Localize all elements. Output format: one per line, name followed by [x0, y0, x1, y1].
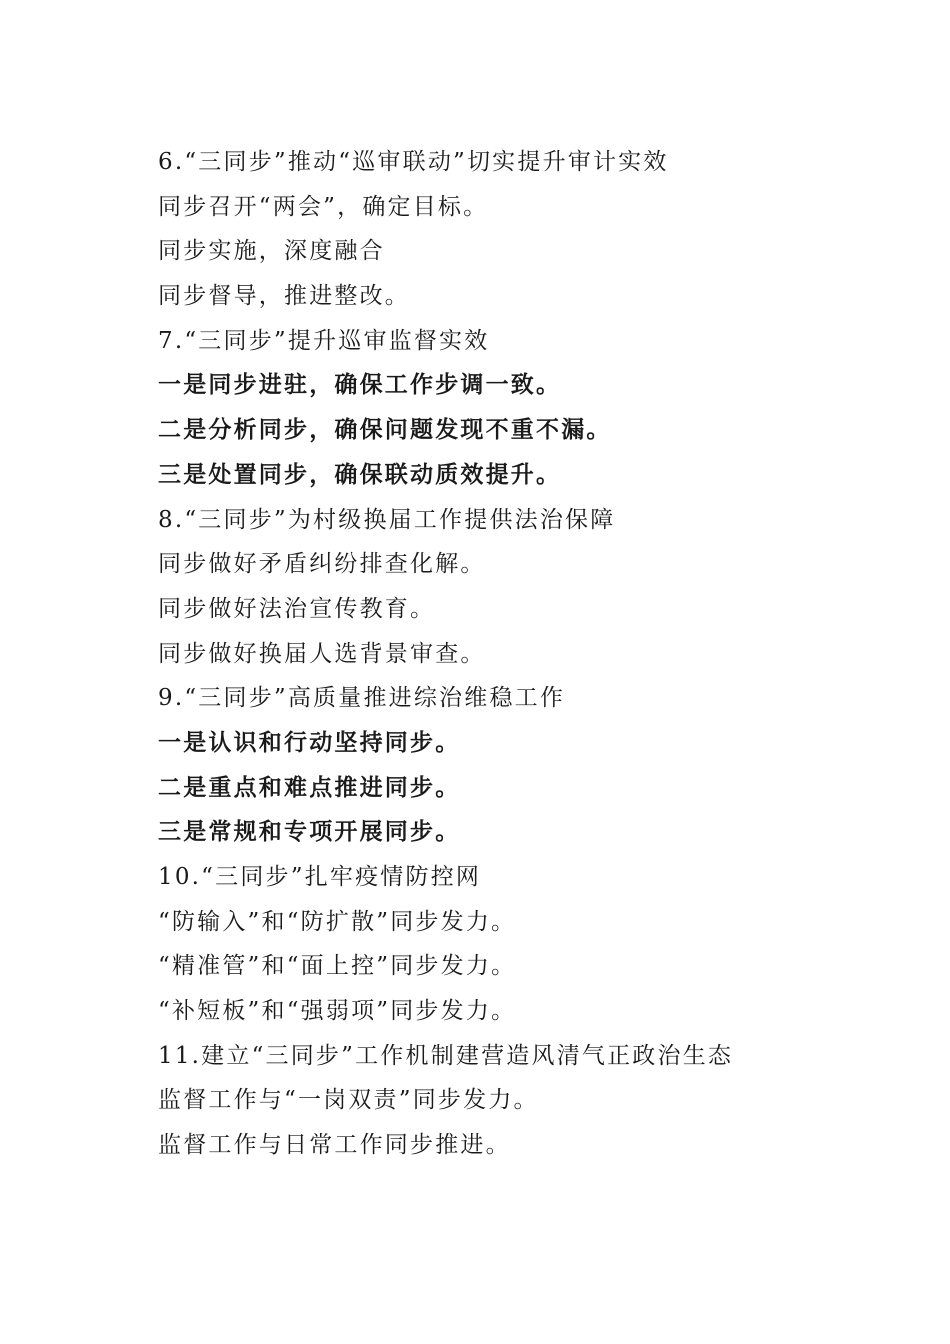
paragraph-line: “补短板”和“强弱项”同步发力。 — [158, 998, 517, 1025]
paragraph-line: 同步召开“两会”，确定目标。 — [158, 193, 489, 220]
paragraph-line: 同步做好矛盾纠纷排查化解。 — [158, 551, 486, 578]
heading-9: 9.“三同步”高质量推进综治维稳工作 — [158, 685, 566, 712]
bold-point-line: 一是认识和行动坚持同步。 — [158, 728, 461, 756]
bold-point-line: 二是重点和难点推进同步。 — [158, 773, 461, 801]
heading-8: 8.“三同步”为村级换届工作提供法治保障 — [158, 506, 616, 533]
paragraph-line: “防输入”和“防扩散”同步发力。 — [158, 908, 517, 935]
heading-6: 6.“三同步”推动“巡审联动”切实提升审计实效 — [158, 149, 669, 175]
heading-11: 11.建立“三同步”工作机制建营造风清气正政治生态 — [158, 1042, 734, 1069]
paragraph-line: 同步做好换届人选背景审查。 — [158, 640, 486, 667]
heading-7: 7.“三同步”提升巡审监督实效 — [158, 327, 490, 354]
paragraph-line: 监督工作与“一岗双责”同步发力。 — [158, 1087, 539, 1114]
heading-10: 10.“三同步”扎牢疫情防控网 — [158, 864, 482, 890]
paragraph-line: 同步实施，深度融合 — [158, 238, 385, 265]
paragraph-line: 同步督导，推进整改。 — [158, 283, 410, 310]
bold-point-line: 三是处置同步，确保联动质效提升。 — [158, 460, 562, 488]
bold-point-line: 三是常规和专项开展同步。 — [158, 818, 461, 846]
paragraph-line: 同步做好法治宣传教育。 — [158, 595, 436, 622]
paragraph-line: 监督工作与日常工作同步推进。 — [158, 1132, 511, 1159]
bold-point-line: 二是分析同步，确保问题发现不重不漏。 — [158, 416, 612, 444]
document-body — [158, 140, 798, 1168]
paragraph-line: “精准管”和“面上控”同步发力。 — [158, 953, 517, 980]
bold-point-line: 一是同步进驻，确保工作步调一致。 — [158, 371, 562, 399]
